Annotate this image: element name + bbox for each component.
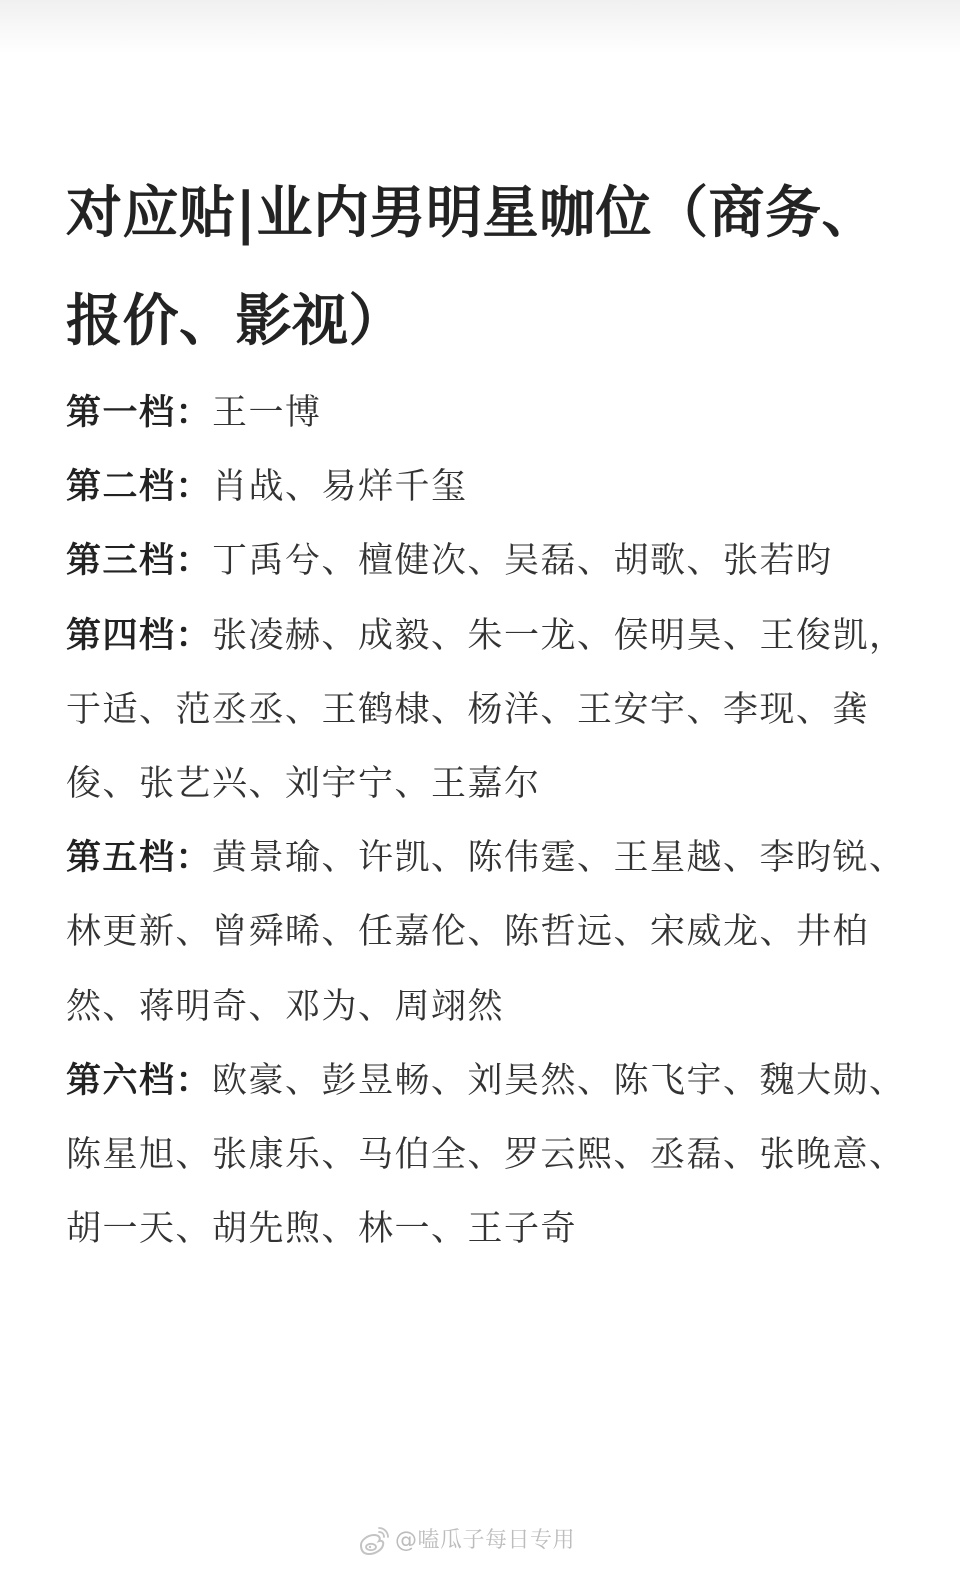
tier-5 bbox=[66, 821, 926, 1044]
tier-4-label: 第四档： bbox=[66, 615, 213, 656]
tier-1-names: 王一博 bbox=[212, 393, 322, 433]
tier-6-names: 欧豪、彭昱畅、刘昊然、陈飞宇、魏大勋、陈星旭、张康乐、马伯全、罗云熙、丞磊、张晚意、胡一天、胡先煦、林一、王子奇 bbox=[66, 1060, 906, 1250]
tier-4-names: 张凌赫、成毅、朱一龙、侯明昊、王俊凯，于适、范丞丞、王鹤棣、杨洋、王安宇、李现、龚俊、张艺兴、刘宇宁、王嘉尔 bbox=[66, 615, 906, 805]
weibo-icon bbox=[355, 1527, 389, 1555]
article-content bbox=[66, 160, 926, 1266]
tier-3-names: 丁禹兮、檀健次、吴磊、胡歌、张若昀 bbox=[212, 541, 833, 582]
tier-6-label: 第六档： bbox=[66, 1060, 213, 1101]
tier-5-names: 黄景瑜、许凯、陈伟霆、王星越、李昀锐、林更新、曾舜晞、任嘉伦、陈哲远、宋威龙、井柏然、蒋明奇、邓为、周翊然 bbox=[66, 838, 906, 1027]
tier-6 bbox=[66, 1044, 926, 1267]
tier-2-label: 第二档： bbox=[66, 467, 213, 508]
tier-1-label: 第一档： bbox=[66, 393, 213, 433]
tier-2-names: 肖战、易烊千玺 bbox=[212, 467, 468, 508]
tier-3-label: 第三档： bbox=[66, 541, 213, 582]
watermark bbox=[355, 1527, 575, 1555]
post-title: 对应贴|业内男明星咖位（商务、报价、影视） bbox=[66, 181, 878, 354]
watermark-text: @嗑瓜子每日专用 bbox=[395, 1528, 576, 1553]
tier-2 bbox=[66, 450, 926, 524]
tier-3 bbox=[66, 524, 926, 598]
top-shadow bbox=[0, 0, 960, 54]
tier-1 bbox=[66, 376, 926, 450]
tier-4 bbox=[66, 599, 926, 822]
tier-5-label: 第五档： bbox=[66, 838, 213, 879]
tier-list bbox=[66, 376, 926, 1266]
